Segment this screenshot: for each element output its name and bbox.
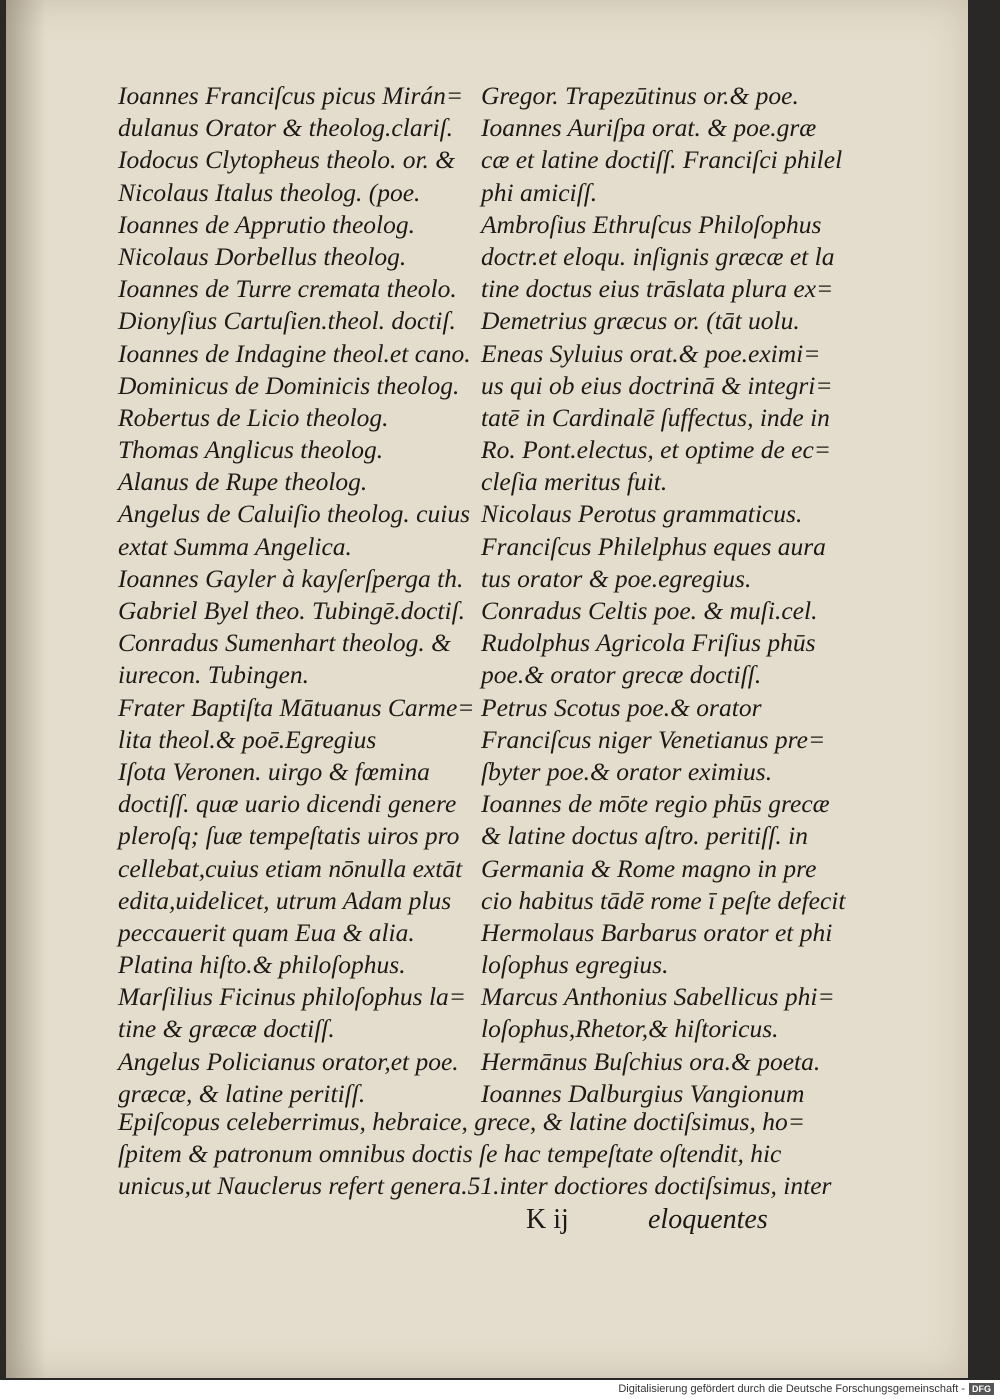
text-line: Ro. Pont.electus, et optime de ec= — [481, 435, 832, 465]
text-line: dulanus Orator & theolog.clariſ. — [118, 113, 454, 143]
text-line: græcæ, & latine peritiſſ. — [118, 1078, 366, 1108]
text-line: Dominicus de Dominicis theolog. — [118, 370, 460, 400]
footer-text: Digitalisierung gefördert durch die Deutsche Forschungsgemeinschaft - — [618, 1383, 965, 1395]
book-page — [6, 0, 968, 1378]
text-line: lita theol.& poē.Egregius — [118, 724, 377, 754]
text-line: cæ et latine doctiſſ. Franciſci philel — [481, 145, 843, 175]
text-line: loſophus egregius. — [481, 950, 669, 980]
text-line: tine & græcæ doctiſſ. — [118, 1014, 335, 1044]
text-line: Robertus de Licio theolog. — [118, 402, 389, 432]
text-line: Franciſcus Philelphus eques aura — [481, 531, 826, 561]
text-line: Hermānus Buſchius ora.& poeta. — [481, 1046, 821, 1076]
left-column — [118, 80, 478, 1110]
text-line: Iodocus Clytopheus theolo. or. & — [118, 145, 456, 175]
text-line: edita,uidelicet, utrum Adam plus — [118, 885, 452, 915]
text-line: Nicolaus Dorbellus theolog. — [118, 241, 407, 271]
text-line: extat Summa Angelica. — [118, 531, 352, 561]
text-line: phi amiciſſ. — [481, 177, 598, 207]
text-line: & latine doctus aſtro. peritiſſ. in — [481, 821, 809, 851]
text-line: ſpitem & patronum omnibus doctis ſe hac tempeſtate oſtendit, hic — [118, 1139, 782, 1169]
text-line: Angelus de Caluiſio theolog. cuius — [118, 499, 471, 529]
text-line: Ioannes Auriſpa orat. & poe.græ — [481, 113, 817, 143]
text-line: Ambroſius Ethruſcus Philoſophus — [481, 209, 822, 239]
text-line: Petrus Scotus poe.& orator — [481, 692, 762, 722]
text-line: Franciſcus niger Venetianus pre= — [481, 724, 826, 754]
text-line: Ioannes Dalburgius Vangionum — [481, 1078, 805, 1108]
right-column — [481, 80, 846, 1110]
text-line: Alanus de Rupe theolog. — [118, 467, 368, 497]
text-line: Gregor. Trapezūtinus or.& poe. — [481, 81, 799, 110]
text-line: Ioannes Gayler à kayſerſperga th. — [118, 563, 464, 593]
text-line: Frater Baptiſta Mātuanus Carme= — [118, 692, 475, 722]
text-line: Iſota Veronen. uirgo & fœmina — [118, 756, 430, 786]
text-line: iurecon. Tubingen. — [118, 660, 310, 690]
text-line: Epiſcopus celeberrimus, hebraice, grece, & latine doctiſsimus, ho= — [118, 1107, 805, 1136]
full-width-paragraph — [118, 1106, 832, 1203]
text-line: unicus,ut Nauclerus refert genera.51.inter doctiores doctiſsimus, inter — [118, 1171, 832, 1201]
text-line: Ioannes de Apprutio theolog. — [118, 209, 415, 239]
text-line: loſophus,Rhetor,& hiſtoricus. — [481, 1014, 779, 1044]
text-line: Nicolaus Italus theolog. (poe. — [118, 177, 421, 207]
text-line: Ioannes de Indagine theol.et cano. — [118, 338, 471, 368]
text-line: ſbyter poe.& orator eximius. — [481, 756, 773, 786]
text-line: doctiſſ. quæ uario dicendi genere — [118, 789, 457, 819]
signature-mark: K ij — [526, 1204, 569, 1235]
text-line: pleroſq; ſuæ tempeſtatis uiros pro — [118, 821, 460, 851]
text-line: Ioannes Franciſcus picus Mirán= — [118, 81, 464, 110]
text-line: tatē in Cardinalē ſuffectus, inde in — [481, 402, 830, 432]
text-line: Eneas Syluius orat.& poe.eximi= — [481, 338, 821, 368]
text-line: Germania & Rome magno in pre — [481, 853, 817, 883]
text-line: poe.& orator grecæ doctiſſ. — [481, 660, 762, 690]
text-line: Conradus Sumenhart theolog. & — [118, 628, 451, 658]
text-line: Rudolphus Agricola Friſius phūs — [481, 628, 816, 658]
text-line: Demetrius græcus or. (tāt uolu. — [481, 306, 800, 336]
text-line: Dionyſius Cartuſien.theol. doctiſ. — [118, 306, 456, 336]
text-line: Platina hiſto.& philoſophus. — [118, 950, 406, 980]
footer-bar — [0, 1380, 1000, 1399]
dfg-logo: DFG — [969, 1383, 994, 1395]
text-line: Marſilius Ficinus philoſophus la= — [118, 982, 467, 1012]
text-line: Ioannes de mōte regio phūs grecæ — [481, 789, 830, 819]
text-line: Thomas Anglicus theolog. — [118, 435, 384, 465]
text-line: Conradus Celtis poe. & muſi.cel. — [481, 596, 818, 625]
text-line: Angelus Policianus orator,et poe. — [118, 1046, 459, 1076]
text-line: tus orator & poe.egregius. — [481, 563, 752, 593]
text-line: Ioannes de Turre cremata theolo. — [118, 274, 457, 304]
text-line: Gabriel Byel theo. Tubingē.doctiſ. — [118, 596, 466, 625]
text-line: Marcus Anthonius Sabellicus phi= — [481, 982, 835, 1012]
text-line: doctr.et eloqu. inſignis græcæ et la — [481, 241, 835, 271]
text-line: cellebat,cuius etiam nōnulla extāt — [118, 853, 463, 883]
text-line: Hermolaus Barbarus orator et phi — [481, 917, 833, 947]
text-line: peccauerit quam Eua & alia. — [118, 917, 415, 947]
text-line: tine doctus eius trāslata plura ex= — [481, 274, 834, 304]
text-line: Nicolaus Perotus grammaticus. — [481, 499, 803, 529]
text-line: us qui ob eius doctrinā & integri= — [481, 370, 833, 400]
text-line: cleſia meritus fuit. — [481, 467, 668, 497]
text-line: cio habitus tādē rome ī peſte defecit — [481, 885, 846, 915]
catchword: eloquentes — [648, 1204, 768, 1235]
